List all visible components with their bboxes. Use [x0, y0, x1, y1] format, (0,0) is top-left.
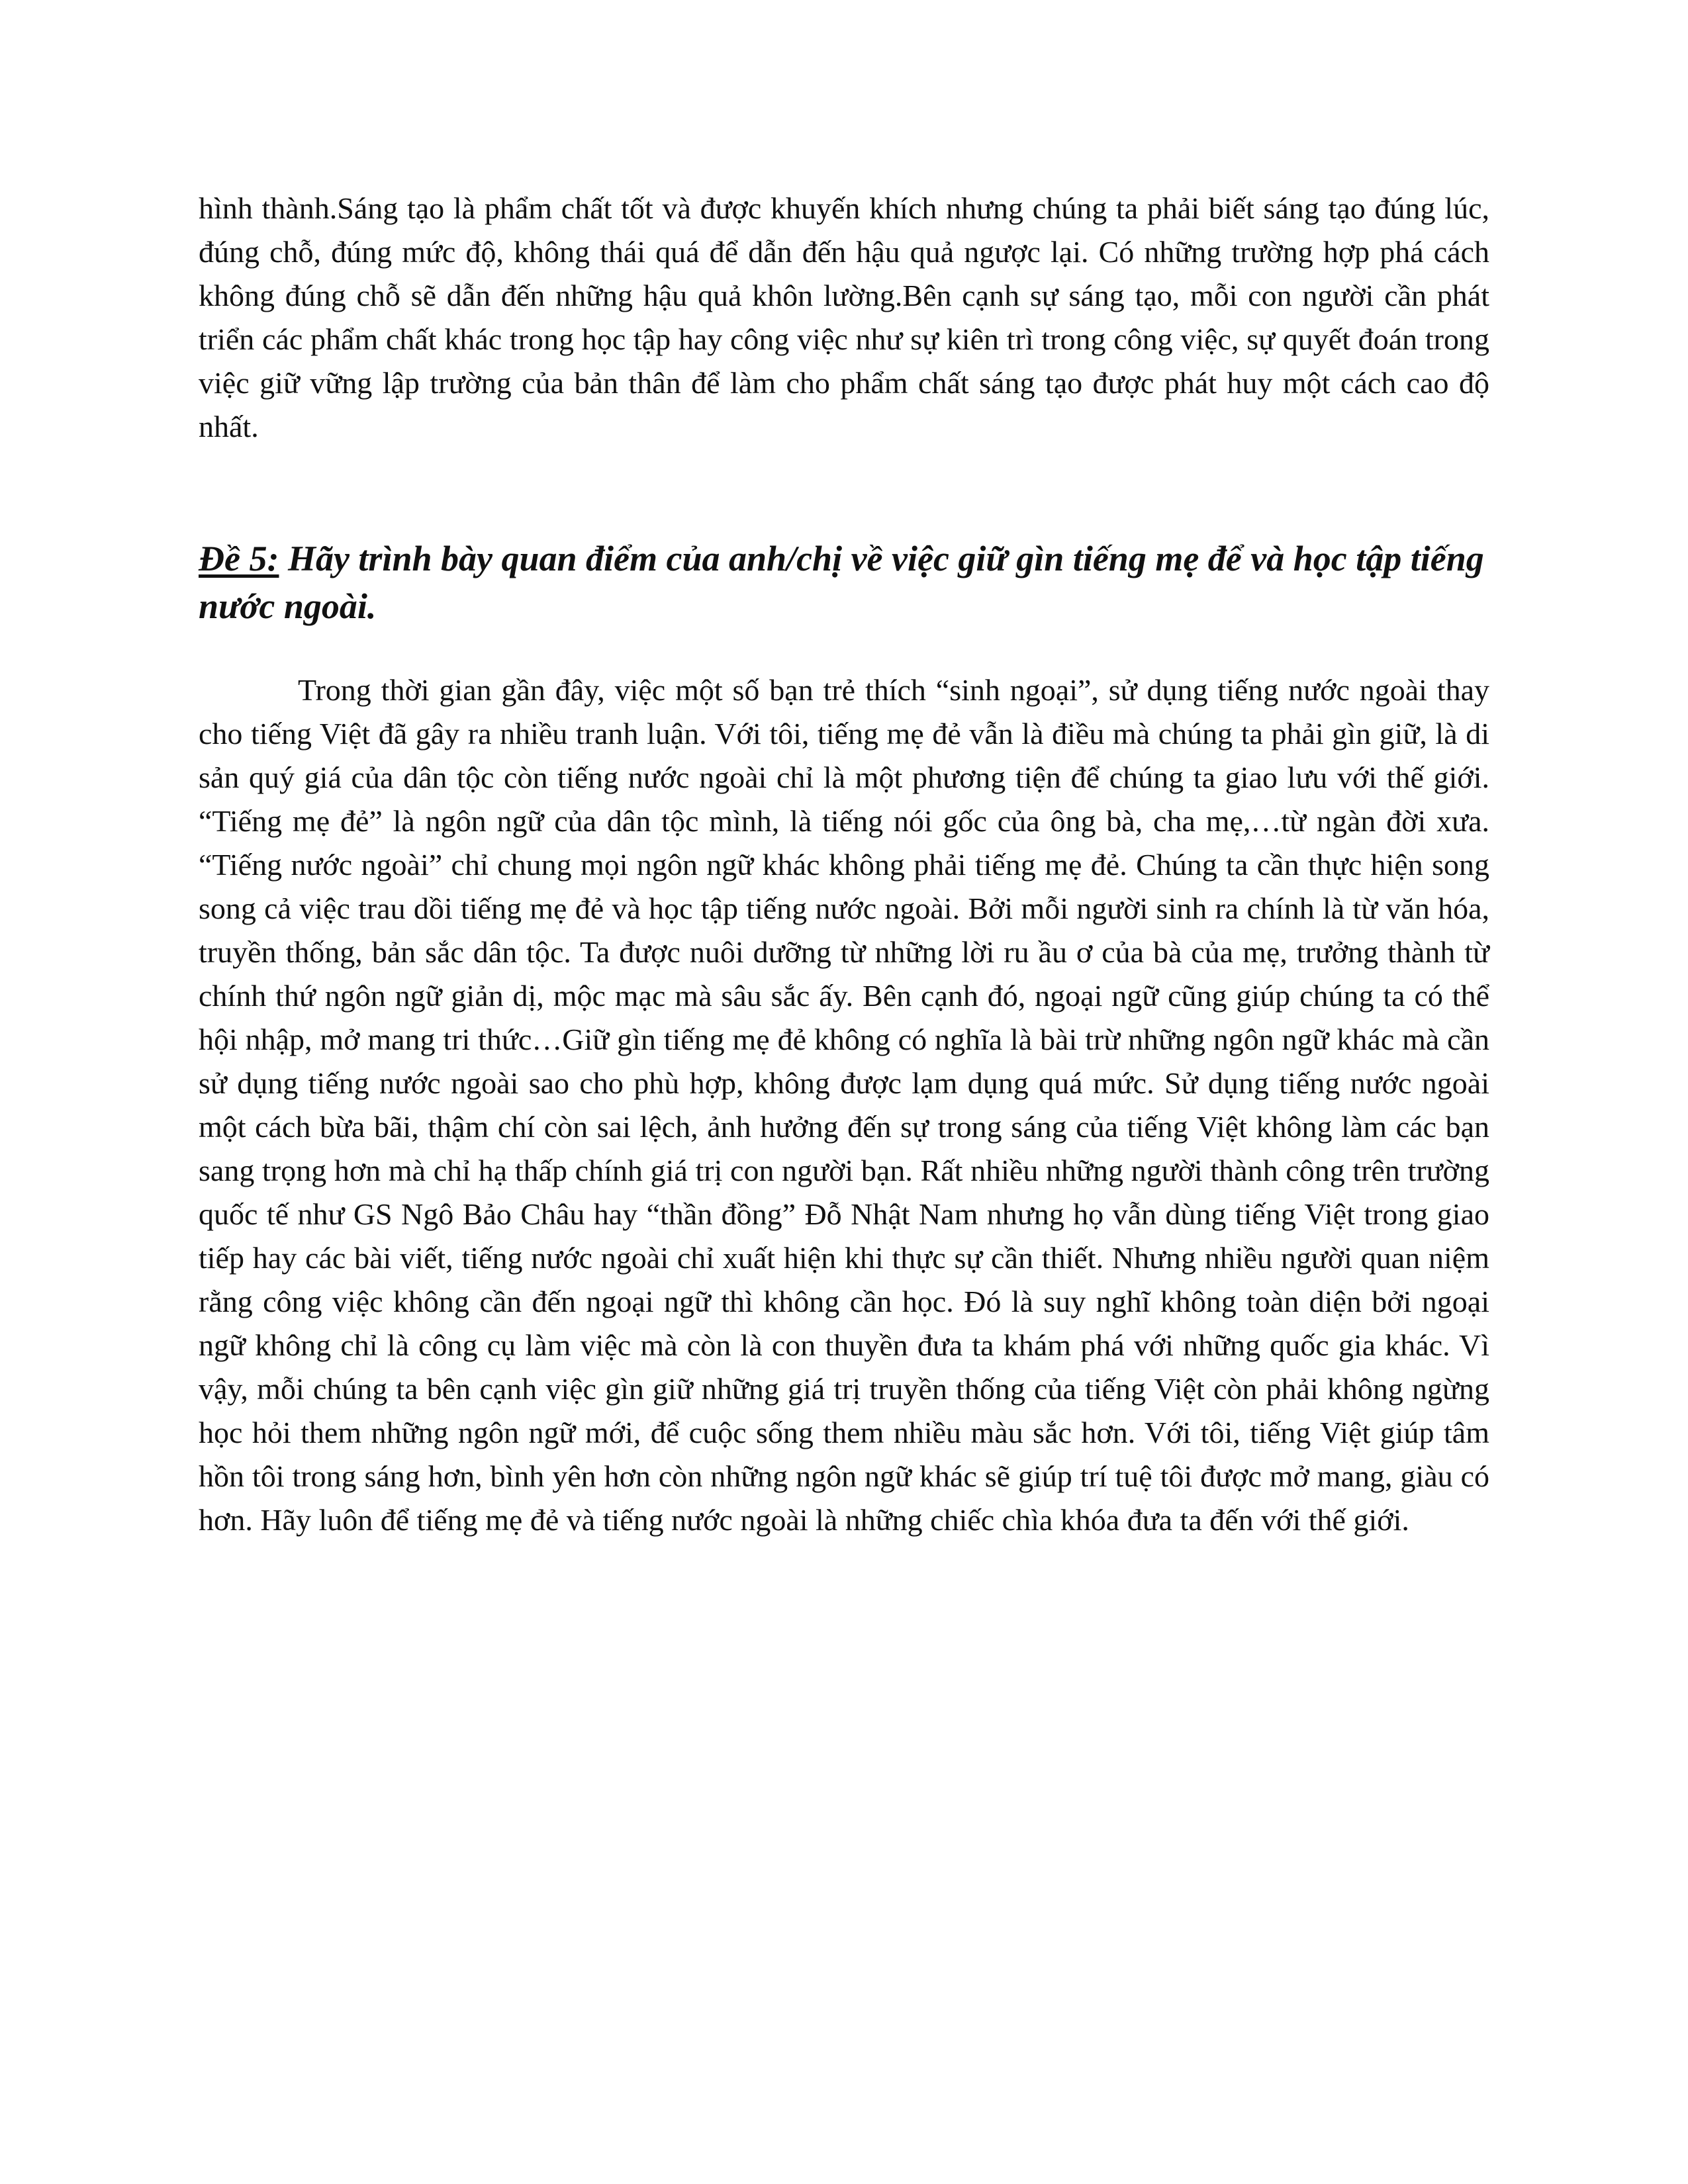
section-label: Đề 5:	[199, 539, 279, 578]
section-heading	[199, 535, 1489, 630]
section-title: Hãy trình bày quan điểm của anh/chị về việc giữ gìn tiếng mẹ để và học tập tiếng nước ngoài.	[199, 539, 1484, 626]
intro-paragraph: hình thành.Sáng tạo là phẩm chất tốt và được khuyến khích nhưng chúng ta phải biết sáng tạo đúng lúc, đúng chỗ, đúng mức độ, không thái quá để dẫn đến hậu quả ngược lại. Có những trường hợp phá cách không đúng chỗ sẽ dẫn đến những hậu quả khôn lường.Bên cạnh sự sáng tạo, mỗi con người cần phát triển các phẩm chất khác trong học tập hay công việc như sự kiên trì trong công việc, sự quyết đoán trong việc giữ vững lập trường của bản thân để làm cho phẩm chất sáng tạo được phát huy một cách cao độ nhất.	[199, 191, 1489, 443]
section-body-paragraph: Trong thời gian gần đây, việc một số bạn trẻ thích “sinh ngoại”, sử dụng tiếng nước ngoài thay cho tiếng Việt đã gây ra nhiều tranh luận. Với tôi, tiếng mẹ đẻ vẫn là điều mà chúng ta phải gìn giữ, là di sản quý giá của dân tộc còn tiếng nước ngoài chỉ là một phương tiện để chúng ta giao lưu với thế giới. “Tiếng mẹ đẻ” là ngôn ngữ của dân tộc mình, là tiếng nói gốc của ông bà, cha mẹ,…từ ngàn đời xưa. “Tiếng nước ngoài” chỉ chung mọi ngôn ngữ khác không phải tiếng mẹ đẻ. Chúng ta cần thực hiện song song cả việc trau dồi tiếng mẹ đẻ và học tập tiếng nước ngoài. Bởi mỗi người sinh ra chính là từ văn hóa, truyền thống, bản sắc dân tộc. Ta được nuôi dưỡng từ những lời ru ầu ơ của bà của mẹ, trưởng thành từ chính thứ ngôn ngữ giản dị, mộc mạc mà sâu sắc ấy. Bên cạnh đó, ngoại ngữ cũng giúp chúng ta có thể hội nhập, mở mang tri thức…Giữ gìn tiếng mẹ đẻ không có nghĩa là bài trừ những ngôn ngữ khác mà cần sử dụng tiếng nước ngoài sao cho phù hợp, không được lạm dụng quá mức. Sử dụng tiếng nước ngoài một cách bừa bãi, thậm chí còn sai lệch, ảnh hưởng đến sự trong sáng của tiếng Việt không làm các bạn sang trọng hơn mà chỉ hạ thấp chính giá trị con người bạn. Rất nhiều những người thành công trên trường quốc tế như GS Ngô Bảo Châu hay “thần đồng” Đỗ Nhật Nam nhưng họ vẫn dùng tiếng Việt trong giao tiếp hay các bài viết, tiếng nước ngoài chỉ xuất hiện khi thực sự cần thiết. Nhưng nhiều người quan niệm rằng công việc không cần đến ngoại ngữ thì không cần học. Đó là suy nghĩ không toàn diện bởi ngoại ngữ không chỉ là công cụ làm việc mà còn là con thuyền đưa ta khám phá với những quốc gia khác. Vì vậy, mỗi chúng ta bên cạnh việc gìn giữ những giá trị truyền thống của tiếng Việt còn phải không ngừng học hỏi them những ngôn ngữ mới, để cuộc sống them nhiều màu sắc hơn. Với tôi, tiếng Việt giúp tâm hồn tôi trong sáng hơn, bình yên hơn còn những ngôn ngữ khác sẽ giúp trí tuệ tôi được mở mang, giàu có hơn. Hãy luôn để tiếng mẹ đẻ và tiếng nước ngoài là những chiếc chìa khóa đưa ta đến với thế giới.	[199, 673, 1489, 1537]
document-page	[199, 187, 1489, 1542]
